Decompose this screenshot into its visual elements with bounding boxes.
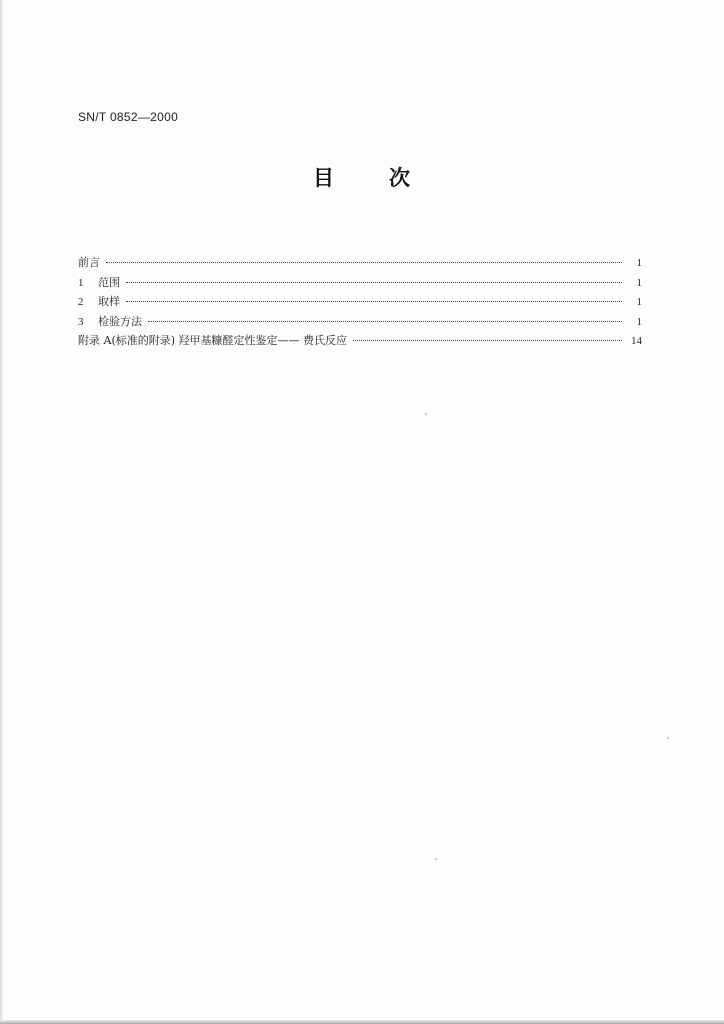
toc-entry-page: 14 xyxy=(631,335,642,347)
toc-entry-title: 取样 xyxy=(98,295,120,308)
scan-speck xyxy=(425,413,427,415)
toc-entry-test-method[interactable] xyxy=(78,312,642,332)
toc-dot-leader xyxy=(126,301,622,302)
toc-entry-title: 附录 A(标准的附录) 羟甲基糠醛定性鉴定—— 费氏反应 xyxy=(78,334,348,347)
scan-speck xyxy=(667,737,669,739)
toc-entry-number: 2 xyxy=(78,296,84,308)
scan-speck xyxy=(435,858,437,860)
toc-entry-title: 前言 xyxy=(78,256,100,269)
page-bottom-edge xyxy=(0,1020,724,1024)
table-of-contents xyxy=(78,253,642,351)
toc-entry-sampling[interactable] xyxy=(78,292,642,312)
toc-entry-page: 1 xyxy=(636,257,642,269)
toc-entry-number: 3 xyxy=(78,315,84,328)
title-char-2: 次 xyxy=(389,166,410,190)
page-title xyxy=(0,162,724,192)
toc-entry-foreword[interactable] xyxy=(78,253,642,273)
toc-entry-page: 1 xyxy=(636,296,642,308)
title-char-1: 目 xyxy=(313,166,334,190)
toc-entry-title: 范围 xyxy=(98,275,120,289)
toc-dot-leader xyxy=(126,282,622,283)
toc-dot-leader xyxy=(148,321,622,322)
toc-dot-leader xyxy=(106,262,622,263)
document-code: SN/T 0852—2000 xyxy=(78,110,179,124)
toc-dot-leader xyxy=(353,340,622,341)
toc-entry-page: 1 xyxy=(636,276,642,289)
toc-entry-title: 检验方法 xyxy=(98,314,142,328)
toc-entry-appendix-a[interactable] xyxy=(78,331,642,351)
toc-entry-page: 1 xyxy=(636,315,642,328)
toc-entry-number: 1 xyxy=(78,276,84,289)
page-left-edge xyxy=(0,0,3,1024)
toc-entry-scope[interactable] xyxy=(78,273,642,293)
